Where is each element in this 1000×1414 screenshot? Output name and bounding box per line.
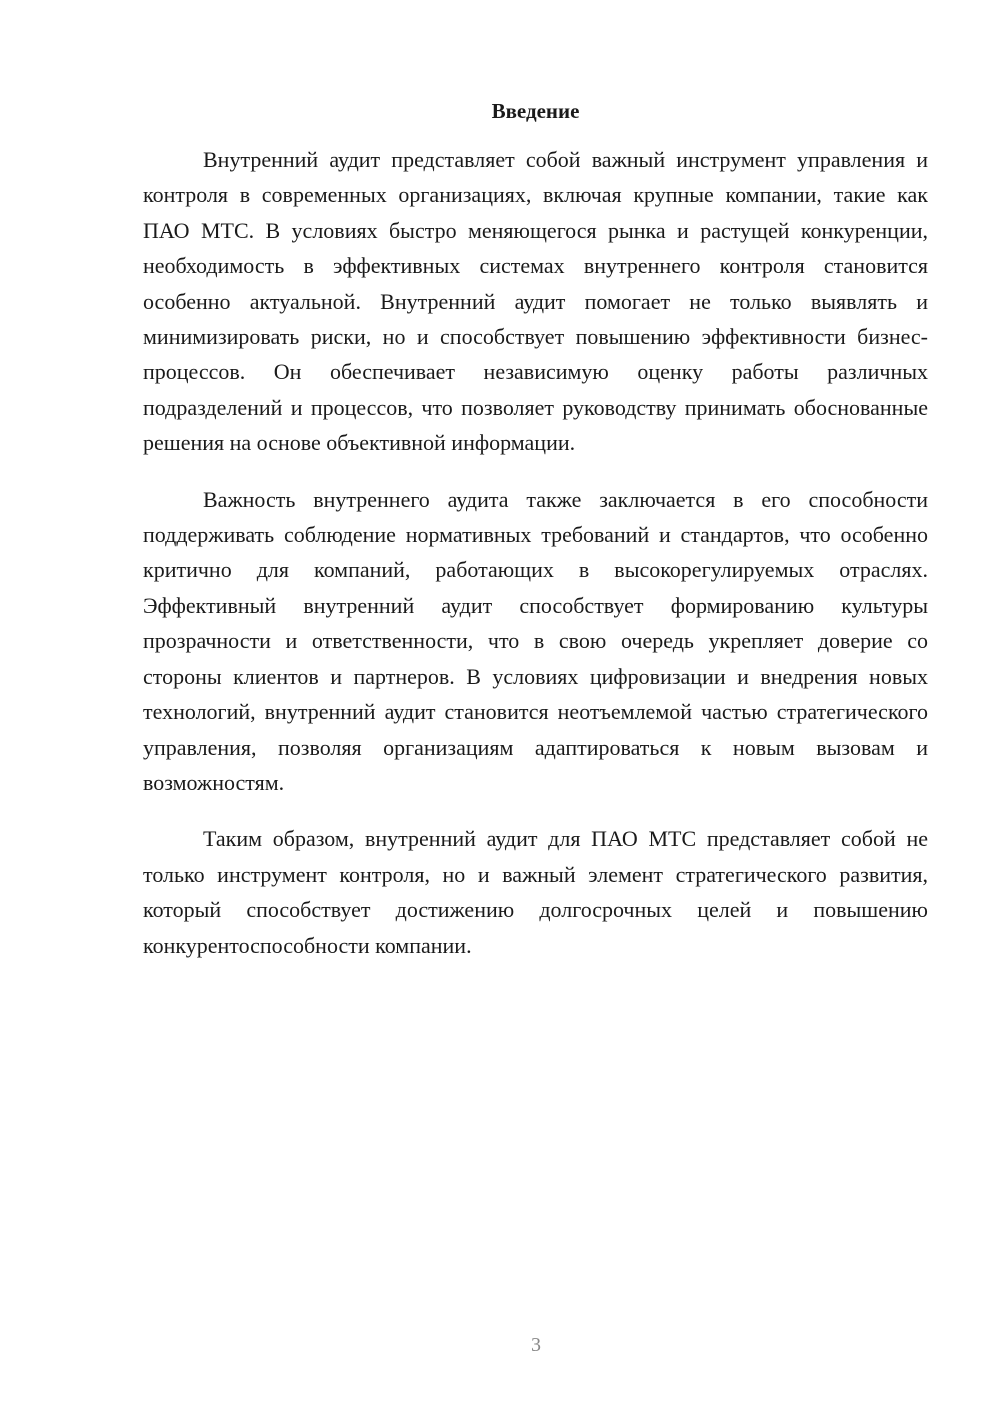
section-title: Введение <box>491 99 580 123</box>
page-number: 3 <box>531 1334 541 1356</box>
paragraph-3: Таким образом, внутренний аудит для ПАО МТС представляет собой не только инструмент контроля, но и важный элемент стратегического развития, который способствует достижению долгосрочных целей и повышению конкурентоспособности компании. <box>143 826 928 958</box>
document-body <box>143 95 928 984</box>
paragraph-2: Важность внутреннего аудита также заключается в его способности поддерживать соблюдение нормативных требований и стандартов, что особенно критично для компаний, работающих в высокорегулируемых отраслях. Эффективный внутренний аудит способствует формированию культуры прозрачности и ответственности, что в свою очередь укрепляет доверие со стороны клиентов и партнеров. В условиях цифровизации и внедрения новых технологий, внутренний аудит становится неотъемлемой частью стратегического управления, позволяя организациям адаптироваться к новым вызовам и возможностям. <box>143 486 928 795</box>
paragraph-1: Внутренний аудит представляет собой важный инструмент управления и контроля в современных организациях, включая крупные компании, такие как ПАО МТС. В условиях быстро меняющегося рынка и растущей конкуренции, необходимость в эффективных системах внутреннего контроля становится особенно актуальной. Внутренний аудит помогает не только выявлять и минимизировать риски, но и способствует повышению эффективности бизнес-процессов. Он обеспечивает независимую оценку работы различных подразделений и процессов, что позволяет руководству принимать обоснованные решения на основе объективной информации. <box>143 147 928 456</box>
